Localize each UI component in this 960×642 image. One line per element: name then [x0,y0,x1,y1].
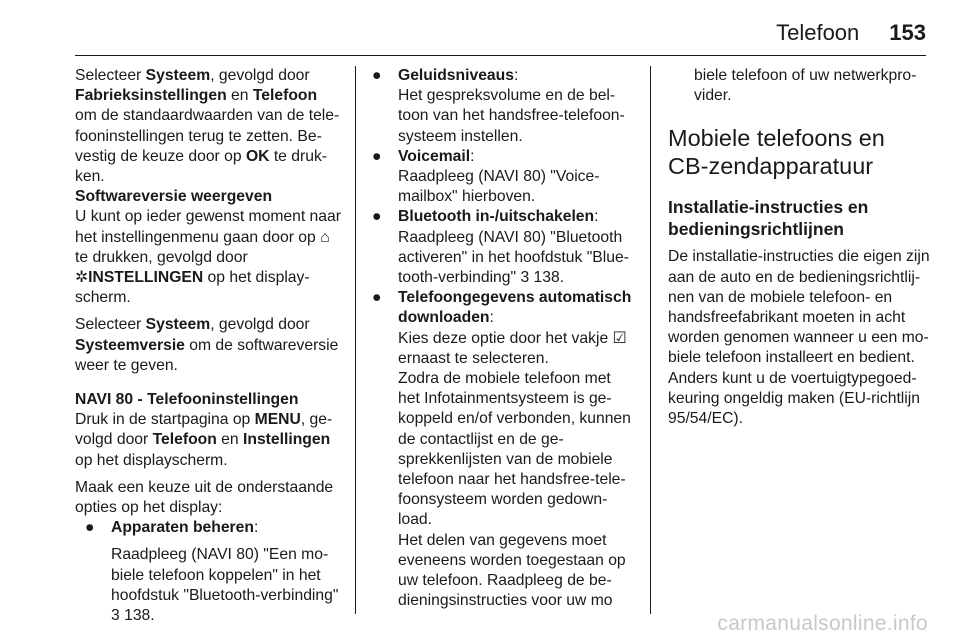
telefoongegevens-text-2: Zodra de mobiele telefoon met het Infotainmentsysteem is gekoppeld en/of verbonden, kunnen de contactlijst en de gesprekkenlijsten van de mobiele telefoon naar het handsfree-telefoonsysteem worden gedownload. [398,370,631,529]
header-rule [75,55,926,56]
gear-icon: ✲ [75,269,89,287]
term-apparaten-beheren: Apparaten beheren [111,519,254,537]
term-instellingen: Instellingen [243,431,331,449]
term-telefoongegevens: Telefoongegevens automatisch downloaden: [398,289,632,327]
installation-paragraph: De installatie-instructies die eigen zijn aan de auto en de bedieningsrichtlijnen van de mobiele telefoon- en handsfreefabrikant moeten in acht worden genomen wanneer u een mobiele telefoon installeert en bedient. Anders kunt u de voertuigtypegoedkeuring ongeldig maken (EU-richtlijn 95/54/EC). [668,248,930,428]
bullet-dot: ● [372,289,382,307]
geluidsniveaus-text: Het gespreksvolume en de beltoon van het handsfree-telefoonsysteem instellen. [398,87,625,145]
term-telefoon: Telefoon [252,87,318,105]
bullet-dot: ● [372,208,382,226]
checkbox-icon: ☑ [612,329,627,347]
term-systeem: Systeem [145,67,211,84]
bullet-voicemail: ● Voicemail: [372,147,634,167]
term-voicemail: Voicemail [398,147,471,165]
term-geluidsniveaus: Geluidsniveaus [398,67,514,84]
navi80-paragraph: Druk in de startpagina op MENU, gevolgd door Telefoon en Instellingen op het displayscherm. [75,411,333,469]
page-number: 153 [889,20,926,45]
term-fabrieksinstellingen: Fabrieksinstellingen [75,87,227,105]
bullet-bluetooth: ● Bluetooth in-/uitschakelen: [372,207,634,227]
column-3 [668,66,930,429]
term-instellingen-caps: INSTELLINGEN [88,269,204,287]
system-version-paragraph: Selecteer Systeem, gevolgd door Systeemversie om de softwareversie weer te geven. [75,316,339,374]
bluetooth-text: Raadpleeg (NAVI 80) "Bluetooth activeren" in het hoofdstuk "Bluetooth-verbinding" 3 138. [398,228,629,287]
navi80-heading: NAVI 80 - Telefooninstellingen [75,391,299,409]
watermark: carmanualsonline.info [717,612,928,635]
options-intro: Maak een keuze uit de onderstaande opties op het display: [75,478,334,517]
page-header [776,20,926,46]
software-version-heading: Softwareversie weergeven [75,188,273,206]
bullet-geluidsniveaus: ● Geluidsniveaus: [372,66,634,86]
ref-arrow-icon: 3 [520,269,530,287]
term-ok: OK [245,147,270,165]
term-bluetooth: Bluetooth in-/uitschakelen [398,208,595,226]
column-2 [372,66,634,611]
factory-settings-paragraph: Selecteer Systeem, gevolgd door Fabrieksinstellingen en Telefoon om de standaardwaarden van de telefooninstellingen terug te zetten. Bevestig de keuze door op OK te drukken. [75,67,340,186]
section-heading: Mobiele telefoons en CB-zendapparatuur [668,125,885,180]
column-divider-1 [355,66,356,614]
bullet-telefoongegevens [372,288,634,328]
voicemail-text: Raadpleeg (NAVI 80) "Voicemailbox" hierboven. [398,168,600,206]
column-1 [75,66,343,626]
term-systeemversie: Systeemversie [75,336,185,354]
continued-text: biele telefoon of uw netwerkprovider. [694,67,917,105]
subsection-heading: Installatie-instructies en bedieningsrichtlijnen [668,197,869,240]
telefoongegevens-text-3: Het delen van gegevens moet eveneens worden toegestaan op uw telefoon. Raadpleeg de bedieningsinstructies voor uw mo [398,531,626,610]
bullet-dot: ● [85,519,95,537]
ref-arrow-icon: 3 [111,607,120,625]
page-ref: 138. [533,269,565,287]
column-divider-2 [650,66,651,614]
term-menu: MENU [254,411,301,429]
bullet-dot: ● [372,67,382,84]
telefoongegevens-text-1: Kies deze optie door het vakje ☑ ernaast te selecteren. [398,329,627,367]
page-title: Telefoon [776,20,860,45]
home-icon: ⌂ [320,228,330,246]
software-version-paragraph: U kunt op ieder gewenst moment naar het instellingenmenu gaan door op ⌂ te drukken, gevolgd door ✲INSTELLINGEN op het displayscherm. [75,208,341,307]
apparaten-text: Raadpleeg (NAVI 80) "Een mobiele telefoon koppelen" in het hoofdstuk "Bluetooth-verbinding" 3 138. [111,546,339,625]
page-ref: 138. [124,607,155,625]
bullet-dot: ● [372,147,382,165]
bullet-apparaten: ● Apparaten beheren: [75,518,343,538]
